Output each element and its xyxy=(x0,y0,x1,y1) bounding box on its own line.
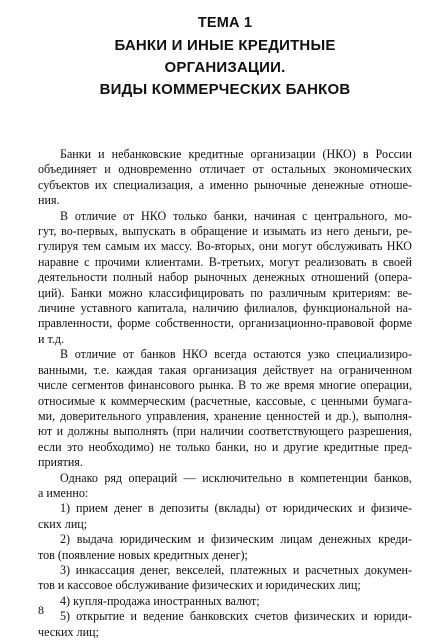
text-line: 3) инкассация денег, векселей, платежных и расчетных докумен- xyxy=(60,562,412,577)
text-line: если это необходимо) не только банки, но и другие кредитные пред- xyxy=(38,439,412,454)
text-line: правленности, форме собственности, организационно-правовой форме xyxy=(38,316,412,331)
text-line: деятельности полный набор рыночных денежных отношений (опера- xyxy=(38,270,412,285)
text-line: и т.д. xyxy=(38,331,65,346)
text-line: гулируя тем самым их массу. Во-вторых, они могут обслуживать НКО xyxy=(38,239,412,254)
text-line: ют и должны выполнять (при наличии соответствующего разрешения, xyxy=(38,424,412,439)
text-line: ми, доверительного управления, хранение ценностей и др.), выполня- xyxy=(38,408,412,423)
text-line: наравне с прочими клиентами. В-третьих, могут реализовать в своей xyxy=(38,254,412,269)
paragraph xyxy=(38,147,412,209)
text-line: 5) открытие и ведение банковских счетов физических и юриди- xyxy=(60,609,412,624)
text-line: приятия. xyxy=(38,455,83,470)
paragraph xyxy=(38,532,412,563)
chapter-title-line: ВИДЫ КОММЕРЧЕСКИХ БАНКОВ xyxy=(99,81,351,98)
body-text xyxy=(38,147,412,640)
topic-label: ТЕМА 1 xyxy=(197,15,253,31)
text-line: тов и кассовое обслуживание физических и юридических лиц; xyxy=(38,578,361,593)
text-line: 1) прием денег в депозиты (вклады) от юридических и физиче- xyxy=(60,501,412,516)
paragraph xyxy=(38,609,412,640)
chapter-title-line: ОРГАНИЗАЦИИ. xyxy=(164,59,286,76)
text-line: объединяет и одновременно отличает от остальных экономических xyxy=(38,162,412,177)
text-line: ческих лиц; xyxy=(38,624,99,639)
text-line: 2) выдача юридическим и физическим лицам денежных креди- xyxy=(60,532,412,547)
paragraph xyxy=(38,347,412,470)
text-line: 4) купля-продажа иностранных валют; xyxy=(60,593,260,608)
text-line: Банки и небанковские кредитные организации (НКО) в России xyxy=(60,147,412,161)
text-line: ния. xyxy=(38,193,60,208)
book-page xyxy=(38,14,412,640)
text-line: а именно: xyxy=(38,485,89,500)
text-line: субъектов их специализация, а именно рыночные денежные отноше- xyxy=(38,177,412,192)
text-line: гут, во-первых, выпускать в обращение и изымать из него деньги, ре- xyxy=(38,224,412,239)
paragraph xyxy=(38,209,412,348)
paragraph xyxy=(38,471,412,502)
text-line: личине уставного капитала, наличию филиалов, функциональной на- xyxy=(38,301,412,316)
text-line: В отличие от НКО только банки, начиная с центрального, мо- xyxy=(60,208,412,223)
paragraph xyxy=(38,501,412,532)
page-number: 8 xyxy=(38,603,44,617)
text-line: числе сегментов финансового рынка. В то же время многие операции, xyxy=(38,378,412,393)
text-line: Однако ряд операций — исключительно в компетенции банков, xyxy=(60,470,412,485)
text-line: В отличие от банков НКО всегда остаются узко специализиро- xyxy=(60,347,412,362)
chapter-title-line: БАНКИ И ИНЫЕ КРЕДИТНЫЕ xyxy=(114,37,336,54)
paragraph xyxy=(38,594,412,609)
text-line: ций). Банки можно классифицировать по различным критериям: ве- xyxy=(38,285,412,300)
text-line: тов (появление новых кредитных денег); xyxy=(38,547,248,562)
text-line: ских лиц; xyxy=(38,516,88,531)
text-line: ванными, т.е. каждая такая организация действует на ограниченном xyxy=(38,362,412,377)
paragraph xyxy=(38,563,412,594)
text-line: относимые к коммерческим (расчетные, кассовые, с ценными бумага- xyxy=(38,393,412,408)
chapter-heading xyxy=(38,14,412,101)
